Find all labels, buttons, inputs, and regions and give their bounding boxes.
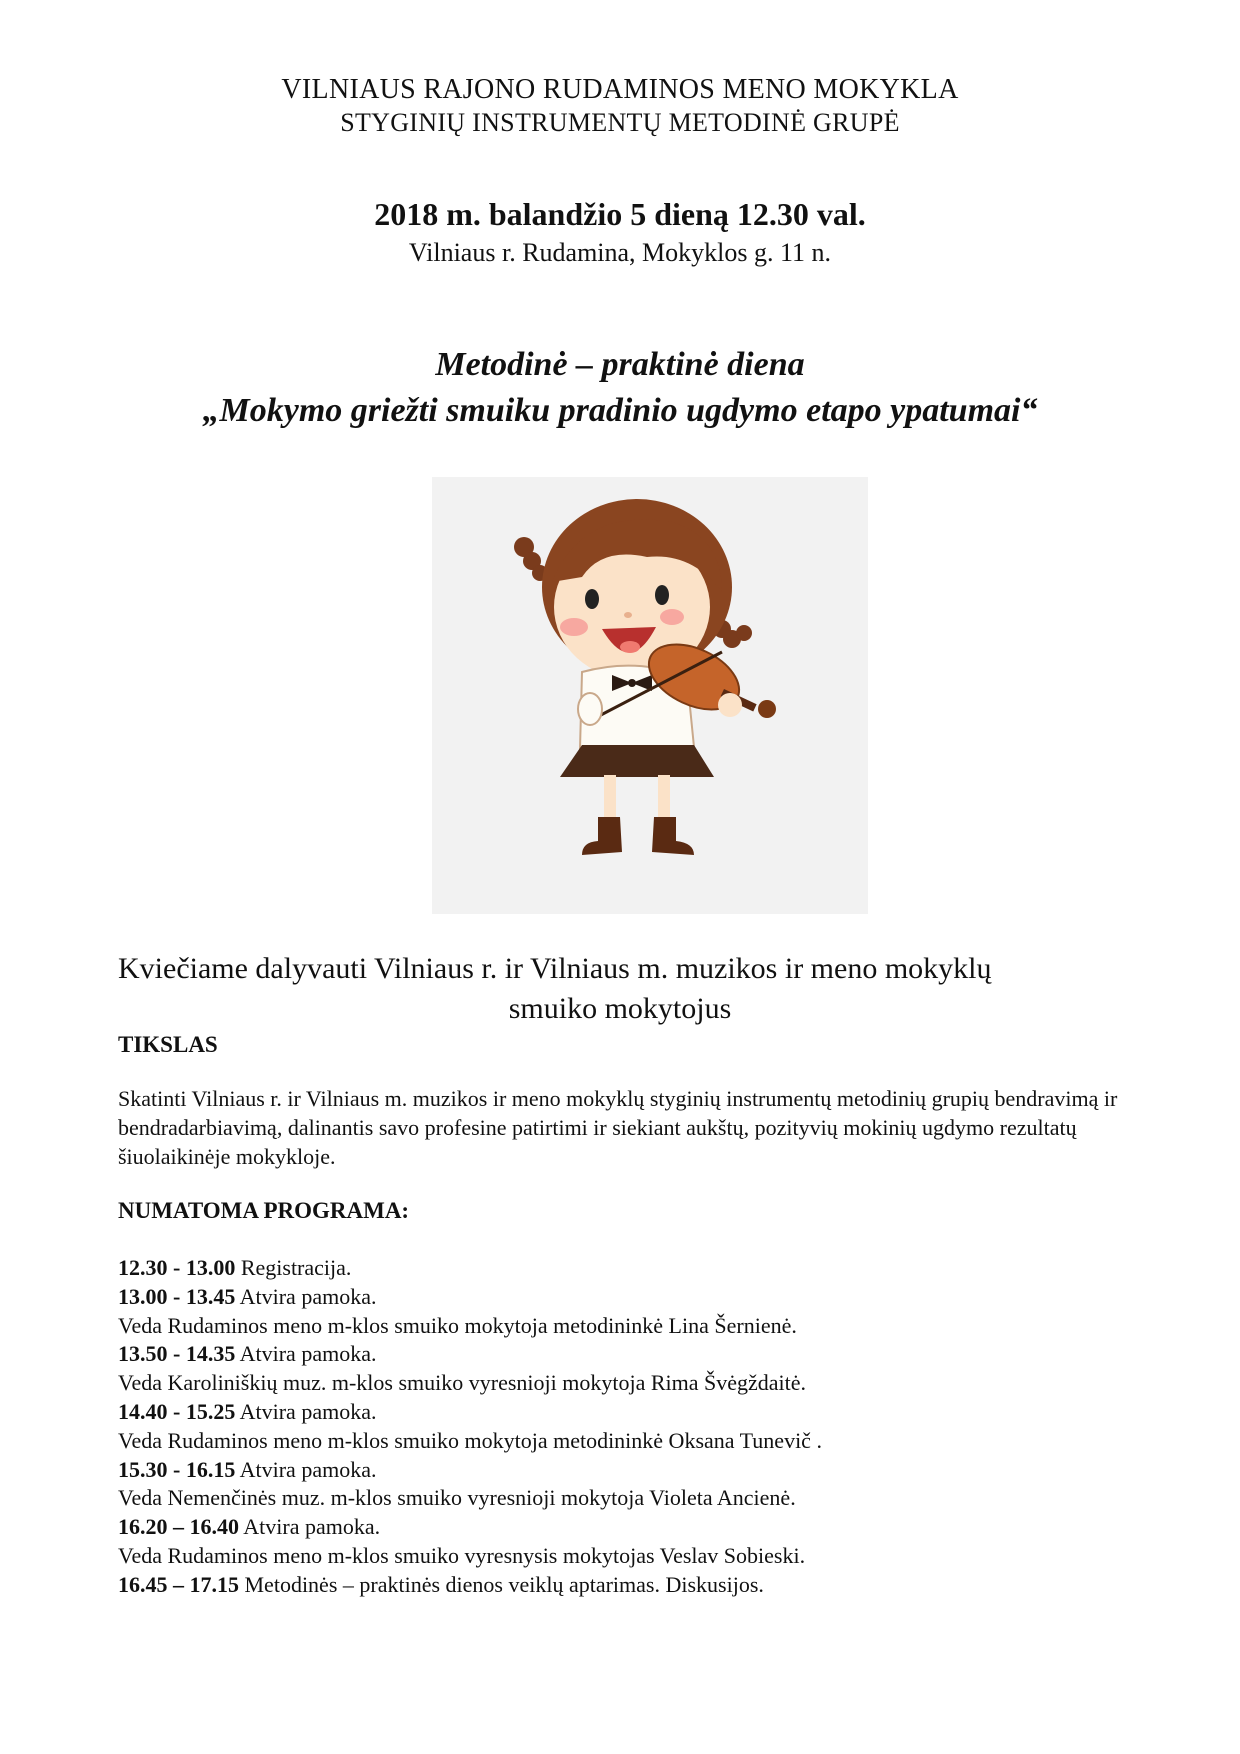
program-item-activity: Metodinės – praktinės dienos veiklų aptarimas. Diskusijos. <box>239 1571 764 1597</box>
girl-violin-illustration <box>432 477 868 914</box>
program-item-activity: Atvira pamoka. <box>235 1283 377 1309</box>
program-item-time: 15.30 - 16.15 <box>118 1456 236 1482</box>
methodical-group-name: STYGINIŲ INSTRUMENTŲ METODINĖ GRUPĖ <box>340 108 900 137</box>
program-item <box>118 1340 1178 1369</box>
program-item <box>118 1456 1178 1485</box>
program-item-presenter: Veda Rudaminos meno m-klos smuiko mokytoja metodininkė Lina Šernienė. <box>118 1312 797 1338</box>
program-item-time: 16.20 – 16.40 <box>118 1514 239 1540</box>
violin-girl-image <box>432 477 868 914</box>
invitation-line-2: smuiko mokytojus <box>508 992 732 1025</box>
program-item <box>118 1254 1178 1283</box>
event-subtitle: „Mokymo griežti smuiku pradinio ugdymo etapo ypatumai“ <box>202 392 1038 429</box>
program-item-activity: Registracija. <box>235 1255 352 1280</box>
program-item-time: 12.30 - 13.00 <box>118 1255 236 1280</box>
event-title: Metodinė – praktinė diena <box>435 346 805 383</box>
program-item-time: 14.40 - 15.25 <box>118 1398 236 1424</box>
goal-heading: TIKSLAS <box>118 1032 218 1057</box>
program-item-activity: Atvira pamoka. <box>235 1456 377 1482</box>
program-heading: NUMATOMA PROGRAMA: <box>118 1198 410 1223</box>
invitation-line-1: Kviečiame dalyvauti Vilniaus r. ir Vilniaus m. muzikos ir meno mokyklų <box>118 952 992 985</box>
school-name: VILNIAUS RAJONO RUDAMINOS MENO MOKYKLA <box>281 74 959 105</box>
program-item-presenter: Veda Rudaminos meno m-klos smuiko mokytoja metodininkė Oksana Tunevič . <box>118 1427 822 1453</box>
program-item-activity: Atvira pamoka. <box>235 1398 377 1424</box>
program-item <box>118 1571 1178 1600</box>
program-item-time: 13.50 - 14.35 <box>118 1341 236 1367</box>
program-item <box>118 1283 1178 1312</box>
event-datetime: 2018 m. balandžio 5 dieną 12.30 val. <box>374 196 866 232</box>
program-item-activity: Atvira pamoka. <box>235 1341 377 1367</box>
program-item-time: 16.45 – 17.15 <box>118 1571 239 1597</box>
program-item-activity: Atvira pamoka. <box>239 1514 381 1540</box>
program-item-time: 13.00 - 13.45 <box>118 1283 236 1309</box>
program-item-presenter: Veda Karoliniškių muz. m-klos smuiko vyresnioji mokytoja Rima Švėgždaitė. <box>118 1370 807 1396</box>
program-item <box>118 1513 1178 1542</box>
program-list <box>118 1254 1178 1600</box>
goal-text: Skatinti Vilniaus r. ir Vilniaus m. muzikos ir meno mokyklų styginių instrumentų metodinių grupių bendravimą ir bendradarbiavimą, dalinantis savo profesine patirtimi ir siekiant aukštų, pozityvių mokinių ugdymo rezultatų šiuolaikinėje mokykloje. <box>118 1086 1118 1169</box>
event-address: Vilniaus r. Rudamina, Mokyklos g. 11 n. <box>408 238 832 267</box>
program-item <box>118 1398 1178 1427</box>
program-item-presenter: Veda Nemenčinės muz. m-klos smuiko vyresnioji mokytoja Violeta Ancienė. <box>118 1485 796 1511</box>
program-item-presenter: Veda Rudaminos meno m-klos smuiko vyresnysis mokytojas Veslav Sobieski. <box>118 1542 806 1568</box>
